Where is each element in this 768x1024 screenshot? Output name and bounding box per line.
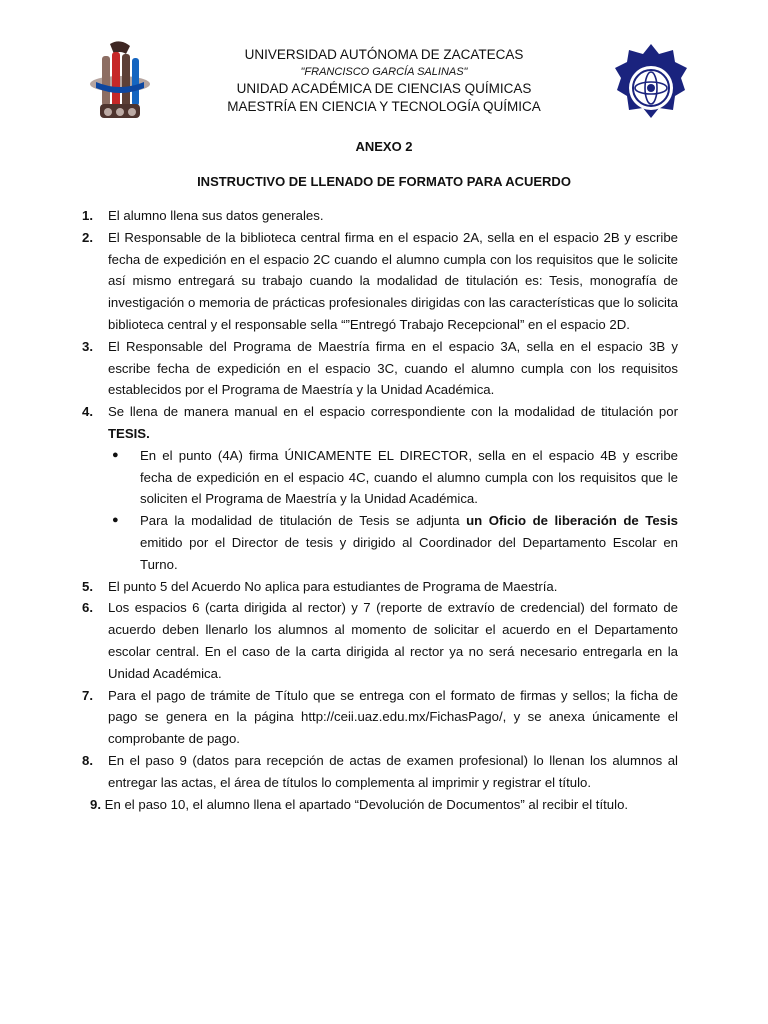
bullet-text-post: emitido por el Director de tesis y dirigido al Coordinador del Departamento Escolar en Turno. bbox=[140, 534, 678, 572]
item-text-main: Se llena de manera manual en el espacio correspondiente con la modalidad de titulación por bbox=[108, 404, 678, 420]
item-text: El alumno llena sus datos generales. bbox=[108, 208, 324, 223]
bullet-text bbox=[140, 510, 678, 575]
item-text: Los espacios 6 (carta dirigida al rector) y 7 (reporte de extravío de credencial) del formato de acuerdo deben llenarlo los alumnos al momento de solicitar el acuerdo en el Departamento escolar central. En el caso de la carta dirigida al rector ya no será necesario entregarla en la Unidad Académica. bbox=[108, 600, 678, 681]
list-item bbox=[82, 205, 678, 227]
item-text: Para el pago de trámite de Título que se entrega con el formato de firmas y sellos; la ficha de pago se genera en la página http://ceii.uaz.edu.mx/FichasPago/, y se anexa únicamente el comprobante de pago. bbox=[108, 687, 678, 747]
program-name: MAESTRÍA EN CIENCIA Y TECNOLOGÍA QUÍMICA bbox=[227, 99, 541, 114]
item-number: 4. bbox=[82, 404, 93, 420]
list-item bbox=[82, 750, 678, 794]
item-text: En el paso 10, el alumno llena el apartado “Devolución de Documentos” al recibir el título. bbox=[101, 796, 629, 812]
list-item bbox=[82, 685, 678, 750]
university-motto: "FRANCISCO GARCÍA SALINAS" bbox=[300, 66, 468, 78]
academic-unit: UNIDAD ACADÉMICA DE CIENCIAS QUÍMICAS bbox=[236, 81, 532, 96]
bullet-text: En el punto (4A) firma ÚNICAMENTE EL DIRECTOR, sella en el espacio 4B y escribe fecha de expedición en el espacio 4C, cuando el alumno cumpla con los requisitos que le soliciten el Programa de Maestría y la Unidad Académica. bbox=[140, 447, 678, 507]
bullet-text-pre: Para la modalidad de titulación de Tesis se adjunta bbox=[140, 513, 467, 529]
item-number: 8. bbox=[82, 752, 93, 768]
list-item bbox=[82, 227, 678, 336]
bullet-dot-icon: ● bbox=[112, 448, 119, 461]
item-text: El punto 5 del Acuerdo No aplica para estudiantes de Programa de Maestría. bbox=[108, 578, 558, 594]
bullet-item bbox=[108, 445, 678, 510]
item-number: 2. bbox=[82, 229, 93, 245]
list-item bbox=[82, 597, 678, 684]
bullet-dot-icon: ● bbox=[112, 514, 119, 527]
instructions-list bbox=[82, 205, 678, 815]
list-item bbox=[82, 336, 678, 401]
item-number: 9. bbox=[90, 796, 101, 812]
item-number: 6. bbox=[82, 600, 93, 616]
item-text bbox=[108, 401, 678, 445]
instructions-title: INSTRUCTIVO DE LLENADO DE FORMATO PARA ACUERDO bbox=[197, 174, 571, 189]
annex-title: ANEXO 2 bbox=[355, 139, 413, 154]
list-item-last bbox=[90, 794, 678, 816]
item-number: 7. bbox=[82, 687, 93, 703]
item-number: 3. bbox=[82, 338, 93, 354]
item-text: El Responsable de la biblioteca central firma en el espacio 2A, sella en el espacio 2B y escribe fecha de expedición en el espacio 2C cuando el alumno cumpla con los requisitos que le solicite así mismo entregará su trabajo cuando la modalidad de titulación es: Tesis, monografía de investigación o memoria de prácticas profesionales dirigidas con las características que lo solicita biblioteca central y el responsable sella “”Entregó Trabajo Recepcional” en el espacio 2D. bbox=[108, 229, 678, 332]
item-number: 5. bbox=[82, 578, 93, 594]
document-header bbox=[0, 46, 768, 116]
university-name: UNIVERSIDAD AUTÓNOMA DE ZACATECAS bbox=[244, 47, 524, 62]
list-item bbox=[82, 401, 678, 445]
bullet-text-bold: un Oficio de liberación de Tesis bbox=[466, 513, 678, 529]
item-text-bold: TESIS. bbox=[108, 425, 150, 441]
list-item bbox=[82, 576, 678, 598]
item-text: El Responsable del Programa de Maestría firma en el espacio 3A, sella en el espacio 3B y escribe fecha de expedición en el espacio 3C, cuando el alumno cumpla con los requisitos establecidos por el Programa de Maestría y la Unidad Académica. bbox=[108, 338, 678, 398]
bullet-item bbox=[108, 510, 678, 575]
item-number: 1. bbox=[82, 208, 93, 223]
item-text: En el paso 9 (datos para recepción de actas de examen profesional) lo llenan los alumnos al entregar las actas, el área de títulos lo complementa al imprimir y registrar el título. bbox=[108, 752, 678, 790]
